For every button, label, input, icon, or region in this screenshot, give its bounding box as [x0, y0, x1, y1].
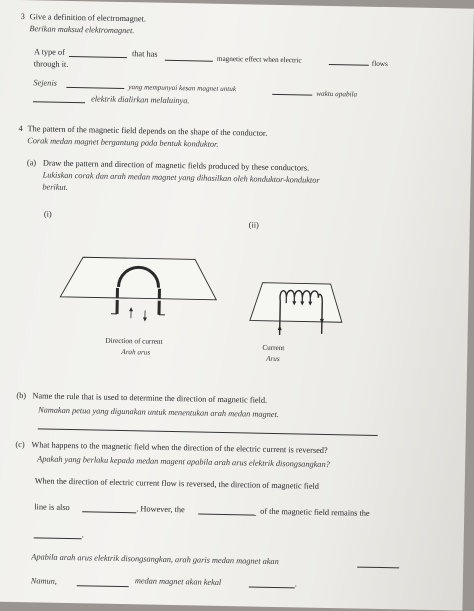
q3-line1-b: that has	[131, 49, 158, 59]
q4c-answer-line1: When the direction of electric current flow is reversed, the direction of magnetic field	[34, 476, 320, 491]
q4c-text: What happens to the magnetic field when the direction of the electric current is reversed?	[31, 440, 328, 455]
q3-line1-c: magnetic effect when electric	[216, 54, 302, 65]
q4c-ms-line2-a: Namun,	[30, 576, 57, 586]
q4-stem-ms: Corak medan magnet bergantung pada bentuk konduktor.	[27, 136, 219, 149]
q4c-answer-line3-end: .	[81, 530, 84, 540]
q4c-ms-line1: Apabila arah arus elektrik disongsangkan, arah garis medan magnet akan	[31, 552, 279, 567]
q4a-text-ms-2: berikut.	[42, 182, 69, 192]
q3-line1-d: flows	[371, 59, 388, 69]
q4c-ms-blank-3[interactable]	[249, 587, 295, 589]
q3-blank-1[interactable]	[69, 56, 127, 58]
q4b-label: (b)	[16, 391, 27, 401]
q3-blank-2[interactable]	[165, 60, 213, 62]
q4a-text: Draw the pattern and direction of magnetic fields produced by these conductors.	[42, 158, 310, 173]
q4c-label: (c)	[15, 439, 25, 450]
q3-blank-3[interactable]	[329, 64, 369, 66]
q3-line1-a: A type of	[33, 47, 65, 57]
q4c-answer-line2-b: . However, the	[136, 504, 185, 515]
q4c-ms-line2-b: medan magnet akan kekal	[134, 576, 222, 587]
q3-title: Give a definition of electromagnet.	[29, 12, 147, 24]
q3-ms1-b: yang mempunyai kesan magnet untuk	[128, 83, 237, 94]
q3-ms-blank-2[interactable]	[272, 94, 312, 96]
q4c-blank-2[interactable]	[198, 514, 256, 516]
q4a-label: (a)	[26, 158, 37, 168]
q4b-answer-line[interactable]	[38, 428, 378, 436]
figure-ii-solenoid	[247, 270, 359, 372]
q3-ms2: elektrik dialirkan melaluinya.	[91, 94, 190, 106]
q3-number: 3	[20, 12, 25, 22]
q4c-text-ms: Apakah yang berlaku kepada medan magent apabila arah arus elektrik disongsangkan?	[37, 454, 330, 470]
q4b-text: Name the rule that is used to determine the direction of magnetic field.	[32, 391, 268, 405]
q4c-answer-line2-c: of the magnetic field remains the	[260, 506, 370, 518]
figure-ii-caption: Current	[262, 343, 285, 353]
q4-number: 4	[18, 123, 23, 134]
q3-title-ms: Berikan maksud elektromagnet.	[29, 24, 135, 36]
q3-ms-blank-3[interactable]	[33, 101, 85, 103]
q4-stem: The pattern of the magnetic field depends on the shape of the conductor.	[27, 124, 268, 138]
q4c-ms-blank-2[interactable]	[77, 585, 129, 587]
q4c-ms-line2-end: .	[294, 579, 298, 589]
q4c-blank-3[interactable]	[34, 537, 82, 539]
q4c-answer-line2-a: line is also	[34, 502, 70, 513]
figure-i-label: (i)	[43, 209, 52, 219]
q4c-blank-1[interactable]	[82, 511, 136, 513]
q4b-text-ms: Namakan petua yang digunakan untuk menentukan arah medan magnet.	[38, 405, 279, 420]
q3-ms1-c: waktu apabila	[316, 89, 358, 99]
q3-line2: through it.	[33, 59, 69, 69]
figure-i-caption-ms: Arah arus	[121, 348, 151, 357]
figure-i-arc-conductor	[60, 237, 222, 330]
figure-ii-caption-ms: Arus	[266, 354, 280, 364]
q3-ms-blank-1[interactable]	[66, 87, 124, 89]
figure-ii-label: (ii)	[248, 220, 259, 230]
q4a-text-ms-1: Lukiskan corak dan arah medan magnet yang dihasilkan oleh konduktor-konduktor	[42, 170, 320, 185]
figure-i-caption: Direction of current	[105, 336, 163, 346]
q3-ms1-a: Sejenis	[33, 78, 58, 88]
q4c-ms-blank-1[interactable]	[357, 567, 399, 569]
